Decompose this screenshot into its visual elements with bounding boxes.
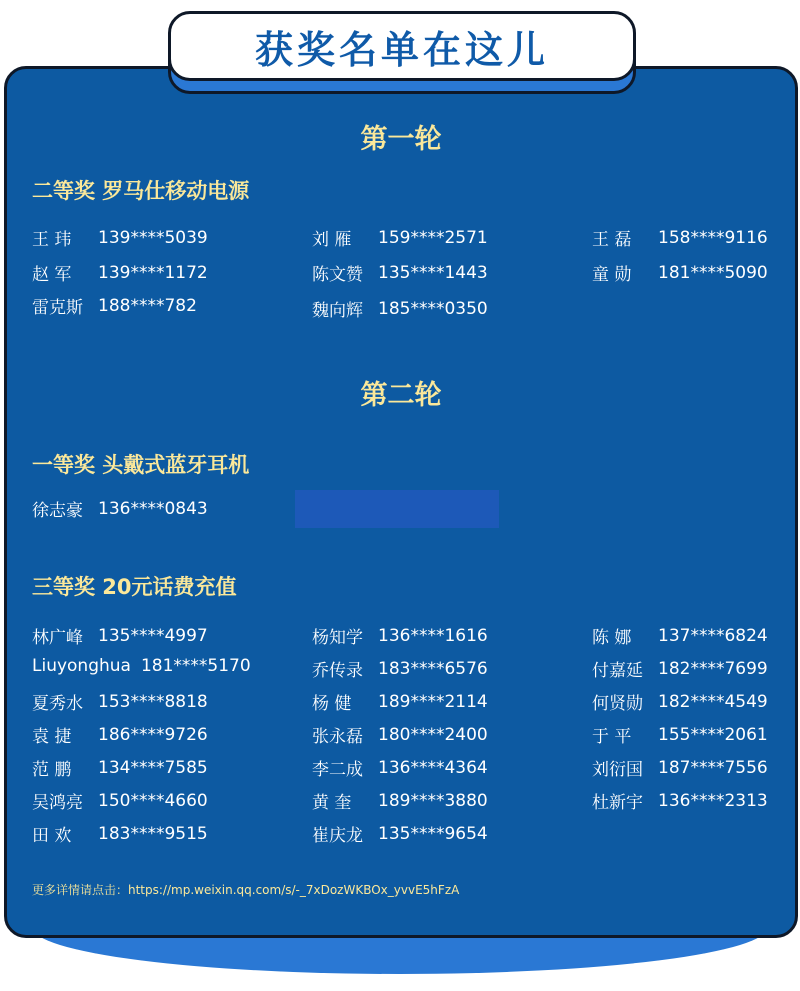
winner-phone: 187****7556 <box>658 757 768 778</box>
winner-phone: 159****2571 <box>378 227 488 248</box>
winner-name: 童 勋 <box>592 265 632 285</box>
winner-name: 范 鹏 <box>32 760 72 780</box>
winner-phone: 137****6824 <box>658 625 768 646</box>
winner-name: 雷克斯 <box>32 298 83 318</box>
winner-phone: 135****1443 <box>378 262 488 283</box>
winner-name: 赵 军 <box>32 265 72 285</box>
winner-phone: 136****2313 <box>658 790 768 811</box>
round-title-2: 第二轮 <box>360 380 442 411</box>
winner-item <box>312 225 488 250</box>
winner-item <box>592 225 768 250</box>
winner-name: 何贤勋 <box>592 694 643 714</box>
winner-item <box>32 821 208 846</box>
winner-phone: 139****1172 <box>98 262 208 283</box>
winner-phone: 135****4997 <box>98 625 208 646</box>
winner-item <box>32 623 208 648</box>
winner-name: 杨知学 <box>312 628 363 648</box>
winner-name: 张永磊 <box>312 727 363 747</box>
winner-name: 李二成 <box>312 760 363 780</box>
winner-name: 刘衍国 <box>592 760 643 780</box>
winner-name: 魏向辉 <box>312 301 363 321</box>
winner-name: 吴鸿亮 <box>32 793 83 813</box>
winner-item <box>592 689 768 714</box>
winner-phone: 158****9116 <box>658 227 768 248</box>
winner-name: 付嘉延 <box>592 661 643 681</box>
winner-phone: 136****0843 <box>98 498 208 519</box>
winner-phone: 139****5039 <box>98 227 208 248</box>
winner-item <box>312 296 488 321</box>
winner-item <box>312 821 488 846</box>
winner-name: 田 欢 <box>32 826 72 846</box>
winner-name: 王 磊 <box>592 230 632 250</box>
winner-phone: 153****8818 <box>98 691 208 712</box>
winner-name: Liuyonghua <box>32 656 131 676</box>
redacted-block <box>295 490 499 528</box>
winner-name: 夏秀水 <box>32 694 83 714</box>
title-tab <box>168 11 636 81</box>
winner-item <box>312 623 488 648</box>
winner-name: 杨 健 <box>312 694 352 714</box>
winner-name: 陈 娜 <box>592 628 632 648</box>
winner-phone: 189****3880 <box>378 790 488 811</box>
winner-name: 刘 雁 <box>312 230 352 250</box>
winner-phone: 186****9726 <box>98 724 208 745</box>
winner-item <box>312 722 488 747</box>
winner-item <box>592 722 768 747</box>
winner-phone: 181****5170 <box>140 656 251 676</box>
winner-item <box>592 755 768 780</box>
winners-panel <box>4 66 798 938</box>
winner-item <box>312 755 488 780</box>
winner-item <box>312 656 488 681</box>
winner-name: 乔传录 <box>312 661 363 681</box>
footer-link[interactable]: 更多详情请点击：https://mp.weixin.qq.com/s/-_7xDozWKBOx_yvvE5hFzA <box>32 883 460 897</box>
winner-phone: 183****6576 <box>378 658 488 679</box>
winner-item <box>32 656 251 676</box>
winner-name: 黄 奎 <box>312 793 352 813</box>
winner-item <box>592 623 768 648</box>
winner-name: 于 平 <box>592 727 632 747</box>
winner-item <box>32 496 208 521</box>
winner-phone: 136****4364 <box>378 757 488 778</box>
winner-phone: 150****4660 <box>98 790 208 811</box>
winner-phone: 182****7699 <box>658 658 768 679</box>
winner-item <box>312 260 488 285</box>
winner-phone: 136****1616 <box>378 625 488 646</box>
winner-phone: 188****782 <box>98 295 197 316</box>
winner-item <box>592 788 768 813</box>
winner-item <box>32 689 208 714</box>
winner-phone: 134****7585 <box>98 757 208 778</box>
winner-item <box>32 788 208 813</box>
winner-item <box>312 788 488 813</box>
prize-title-third: 三等奖 20元话费充值 <box>32 575 237 599</box>
winner-name: 杜新宇 <box>592 793 643 813</box>
winner-phone: 183****9515 <box>98 823 208 844</box>
prize-title-first: 一等奖 头戴式蓝牙耳机 <box>32 453 250 477</box>
winner-item <box>32 722 208 747</box>
winner-phone: 180****2400 <box>378 724 488 745</box>
winner-name: 王 玮 <box>32 230 72 250</box>
winner-item <box>32 293 197 318</box>
winner-item <box>32 260 208 285</box>
winner-name: 徐志豪 <box>32 501 83 521</box>
winner-item <box>592 656 768 681</box>
winner-item <box>312 689 488 714</box>
winner-phone: 185****0350 <box>378 298 488 319</box>
winner-phone: 189****2114 <box>378 691 488 712</box>
prize-title-second: 二等奖 罗马仕移动电源 <box>32 179 250 203</box>
winner-name: 崔庆龙 <box>312 826 363 846</box>
round-title-1: 第一轮 <box>360 124 442 155</box>
winner-name: 袁 捷 <box>32 727 72 747</box>
winner-phone: 182****4549 <box>658 691 768 712</box>
winner-phone: 181****5090 <box>658 262 768 283</box>
page-title: 获奖名单在这儿 <box>254 27 549 72</box>
winner-phone: 135****9654 <box>378 823 488 844</box>
winner-name: 陈文赞 <box>312 265 363 285</box>
winner-name: 林广峰 <box>32 628 83 648</box>
winner-item <box>592 260 768 285</box>
winner-item <box>32 755 208 780</box>
winner-phone: 155****2061 <box>658 724 768 745</box>
winner-item <box>32 225 208 250</box>
